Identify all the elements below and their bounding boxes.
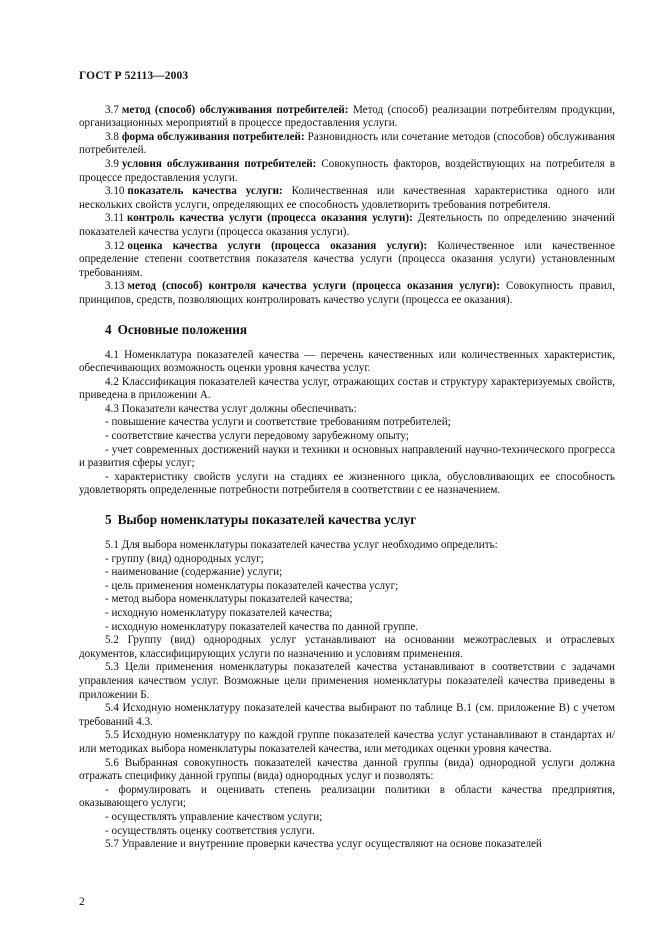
definition-3-11 — [79, 212, 615, 239]
definition-3-7 — [79, 104, 615, 131]
definition-term: условия обслуживания потребителей: — [121, 157, 317, 170]
list-item: - наименование (содержание) услуги; — [105, 566, 283, 579]
list-item: - группу (вид) однородных услуг; — [105, 552, 264, 565]
paragraph: 5.4 Исходную номенклатуру показателей качества выбирают по таблице В.1 (см. приложение В) с учетом требований 4.3. — [79, 702, 615, 728]
list-item: - осуществлять оценку соответствия услуги. — [105, 824, 315, 837]
paragraph: 5.3 Цели применения номенклатуры показателей качества устанавливают в соответствии с задачами управления качеством услуг. Возможные цели применения номенклатуры показателей качества приведены в приложении Б. — [79, 661, 615, 701]
definition-number: 3.8 — [105, 130, 119, 143]
definition-term: метод (способ) обслуживания потребителей: — [121, 103, 349, 116]
definition-3-8 — [79, 131, 615, 158]
definition-term: контроль качества услуги (процесса оказания услуги): — [127, 212, 413, 225]
definition-3-13 — [79, 280, 615, 307]
definition-text: Количественное или качественное определение степени соответствия показателя качества услуги (процесса оказания услуги) установленным требованиям. — [79, 239, 615, 279]
definition-text: Деятельность по определению значений показателей качества услуги (процесса оказания услуги). — [79, 212, 615, 238]
section-number: 5 — [105, 512, 112, 528]
list-item: - повышение качества услуги и соответствие требованиям потребителей; — [105, 416, 451, 429]
definition-term: метод (способ) контроля качества услуги (процесса оказания услуги): — [127, 280, 500, 293]
section-4-body — [79, 349, 615, 499]
definition-number: 3.10 — [105, 185, 125, 198]
paragraph: 5.5 Исходную номенклатуру по каждой группе показателей качества услуг устанавливают в стандартах и/или методиках выбора номенклатуры показателей качества, или методиках оценки уровня качества. — [79, 729, 615, 755]
definition-text: Количественная или качественная характеристика одного или нескольких свойств услуги, определяющих ее способность удовлетворить требования потребителя. — [79, 185, 615, 211]
section-number: 4 — [105, 321, 112, 337]
definition-text: Совокупность факторов, воздействующих на потребителя в процессе предоставления услуги. — [79, 157, 615, 184]
list-item: - характеристику свойств услуги на стадиях ее жизненного цикла, обусловливающих ее способность удовлетворять определенные потребности потребителя в соответствии с ее назначением. — [79, 470, 615, 497]
definition-text: Метод (способ) реализации потребителям продукции, организационных мероприятий в процессе предоставления услуги. — [79, 103, 615, 130]
definition-3-9 — [79, 158, 615, 185]
definition-number: 3.7 — [105, 103, 119, 116]
list-item: - метод выбора номенклатуры показателей качества; — [105, 593, 353, 606]
page-number: 2 — [79, 896, 85, 908]
paragraph: 4.3 Показатели качества услуг должны обеспечивать: — [105, 402, 357, 415]
paragraph: 5.1 Для выбора номенклатуры показателей качества услуг необходимо определить: — [105, 539, 498, 552]
section-5-body — [79, 539, 615, 852]
definition-term: форма обслуживания потребителей: — [121, 130, 305, 143]
definition-number: 3.11 — [105, 212, 125, 225]
definition-number: 3.12 — [105, 239, 125, 252]
section-4-heading — [105, 322, 615, 337]
definition-text: Разновидность или сочетание методов (способов) обслуживания потребителей. — [79, 130, 616, 157]
list-item: - исходную номенклатуру показателей качества по данной группе. — [105, 620, 419, 633]
standard-header: ГОСТ Р 52113—2003 — [79, 70, 189, 82]
paragraph: 4.1 Номенклатура показателей качества — перечень качественных или количественных характеристик, обеспечивающих возможность оценки уровня качества услуг. — [79, 348, 615, 375]
paragraph: 5.7 Управление и внутренние проверки качества услуг осуществляют на основе показателей — [105, 838, 542, 851]
list-item: - соответствие качества услуги передовому зарубежному опыту; — [105, 430, 409, 443]
definition-3-10 — [79, 185, 615, 212]
list-item: - формулировать и оценивать степень реализации политики в области качества предприятия, оказывающего услуги; — [79, 783, 615, 810]
definition-3-12 — [79, 240, 615, 281]
definition-term: оценка качества услуги (процесса оказания услуги): — [127, 239, 428, 252]
paragraph: 5.2 Группу (вид) однородных услуг устанавливают на основании межотраслевых и отраслевых документов, классифицирующих услуги по назначению и условиям применения. — [79, 634, 615, 660]
list-item: - цель применения номенклатуры показателей качества услуг; — [105, 579, 399, 592]
section-5-heading — [105, 512, 615, 527]
list-item: - исходную номенклатуру показателей качества; — [105, 607, 333, 619]
section-title: Основные положения — [117, 321, 247, 337]
definition-number: 3.9 — [105, 157, 119, 170]
definition-number: 3.13 — [105, 280, 125, 293]
list-item: - учет современных достижений науки и техники и основных направлений научно-технического прогресса и развития сферы услуг; — [79, 443, 615, 470]
definitions-block — [79, 104, 615, 308]
section-title: Выбор номенклатуры показателей качества услуг — [117, 512, 417, 528]
paragraph: 5.6 Выбранная совокупность показателей качества данной группы (вида) однородной услуги должна отражать специфику данной группы (вида) однородных услуг и позволять: — [79, 756, 615, 783]
definition-term: показатель качества услуги: — [127, 185, 283, 198]
list-item: - осуществлять управление качеством услуги; — [105, 810, 323, 823]
definition-text: Совокупность правил, принципов, средств, позволяющих контролировать качество услуги (процесса ее оказания). — [79, 280, 615, 306]
paragraph: 4.2 Классификация показателей качества услуг, отражающих состав и структуру характеризуемых свойств, приведена в приложении А. — [79, 375, 615, 402]
